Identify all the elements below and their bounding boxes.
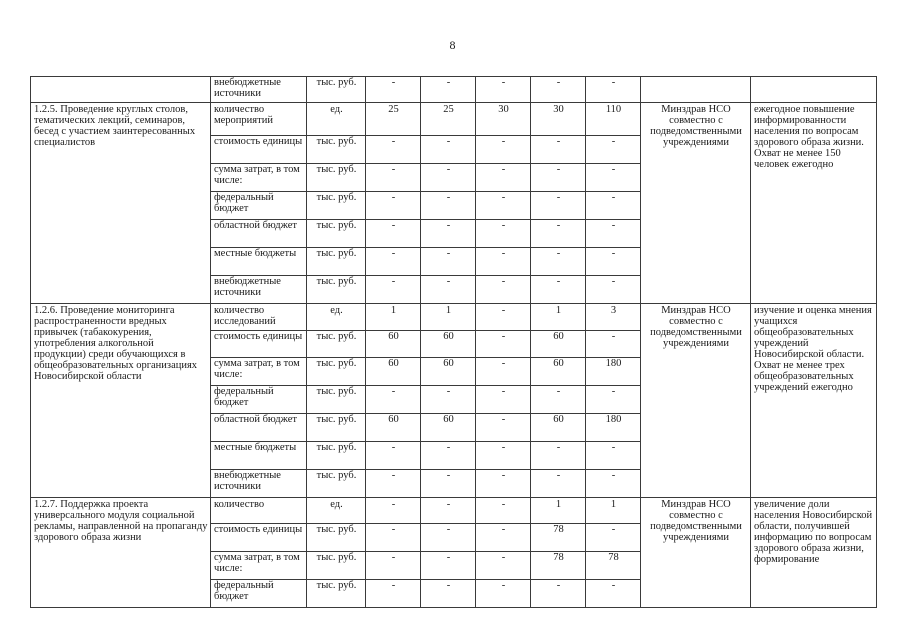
unit-cell: тыс. руб.: [307, 136, 366, 164]
value-cell: -: [421, 220, 476, 248]
indicator-cell: количество: [211, 498, 307, 524]
value-cell: -: [366, 276, 421, 304]
unit-cell: ед.: [307, 304, 366, 331]
value-cell: -: [531, 386, 586, 414]
page-number: 8: [449, 38, 456, 52]
value-cell: -: [421, 192, 476, 220]
value-cell: -: [421, 470, 476, 498]
value-cell: -: [586, 77, 641, 103]
value-cell: -: [366, 220, 421, 248]
result-cell: увеличение доли населения Новосибирской области, получившей информацию по вопросам здорового образа жизни, формирование: [751, 498, 877, 608]
value-cell: 78: [586, 552, 641, 580]
indicator-cell: федеральный бюджет: [211, 386, 307, 414]
value-cell: -: [476, 331, 531, 358]
indicator-cell: сумма затрат, в том числе:: [211, 552, 307, 580]
value-cell: -: [476, 136, 531, 164]
table-row: [31, 77, 877, 103]
value-cell: 1: [531, 304, 586, 331]
value-cell: -: [366, 552, 421, 580]
value-cell: 25: [366, 103, 421, 136]
value-cell: -: [421, 136, 476, 164]
value-cell: -: [586, 136, 641, 164]
activity-cell: 1.2.6. Проведение мониторинга распространенности вредных привычек (табакокурения, употребления алкогольной продукции) среди обучающихся в общеобразовательных организациях Новосибирской области: [31, 304, 211, 498]
indicator-cell: стоимость единицы: [211, 331, 307, 358]
responsible-cell: [641, 77, 751, 103]
value-cell: -: [531, 77, 586, 103]
value-cell: -: [476, 498, 531, 524]
value-cell: 60: [366, 358, 421, 386]
indicator-cell: количество мероприятий: [211, 103, 307, 136]
value-cell: -: [476, 358, 531, 386]
value-cell: -: [586, 470, 641, 498]
value-cell: -: [476, 470, 531, 498]
value-cell: -: [586, 524, 641, 552]
indicator-cell: сумма затрат, в том числе:: [211, 358, 307, 386]
value-cell: -: [421, 164, 476, 192]
value-cell: 60: [366, 414, 421, 442]
unit-cell: тыс. руб.: [307, 77, 366, 103]
value-cell: -: [476, 77, 531, 103]
value-cell: -: [421, 77, 476, 103]
value-cell: -: [366, 524, 421, 552]
value-cell: -: [586, 331, 641, 358]
value-cell: 3: [586, 304, 641, 331]
table-row: [31, 498, 877, 524]
value-cell: -: [421, 386, 476, 414]
result-cell: ежегодное повышение информированности населения по вопросам здорового образа жизни. Охват не менее 150 человек ежегодно: [751, 103, 877, 304]
value-cell: 30: [476, 103, 531, 136]
value-cell: -: [421, 442, 476, 470]
value-cell: -: [476, 442, 531, 470]
unit-cell: ед.: [307, 498, 366, 524]
activity-cell: 1.2.5. Проведение круглых столов, тематических лекций, семинаров, бесед с участием заинтересованных специалистов: [31, 103, 211, 304]
unit-cell: тыс. руб.: [307, 552, 366, 580]
indicator-cell: областной бюджет: [211, 220, 307, 248]
value-cell: -: [531, 164, 586, 192]
unit-cell: тыс. руб.: [307, 414, 366, 442]
indicator-cell: внебюджетные источники: [211, 470, 307, 498]
value-cell: -: [366, 77, 421, 103]
value-cell: 60: [531, 331, 586, 358]
activity-cell: [31, 77, 211, 103]
value-cell: -: [531, 192, 586, 220]
indicator-cell: областной бюджет: [211, 414, 307, 442]
value-cell: -: [366, 136, 421, 164]
unit-cell: тыс. руб.: [307, 192, 366, 220]
unit-cell: тыс. руб.: [307, 358, 366, 386]
value-cell: -: [366, 580, 421, 608]
value-cell: -: [366, 386, 421, 414]
unit-cell: тыс. руб.: [307, 331, 366, 358]
value-cell: 110: [586, 103, 641, 136]
value-cell: -: [586, 164, 641, 192]
responsible-cell: Минздрав НСО совместно с подведомственными учреждениями: [641, 103, 751, 304]
value-cell: -: [476, 164, 531, 192]
responsible-cell: Минздрав НСО совместно с подведомственными учреждениями: [641, 304, 751, 498]
value-cell: 78: [531, 552, 586, 580]
value-cell: -: [366, 192, 421, 220]
value-cell: 1: [366, 304, 421, 331]
value-cell: 1: [421, 304, 476, 331]
value-cell: -: [421, 524, 476, 552]
value-cell: 180: [586, 358, 641, 386]
unit-cell: тыс. руб.: [307, 220, 366, 248]
value-cell: -: [366, 470, 421, 498]
value-cell: -: [476, 552, 531, 580]
value-cell: 60: [531, 414, 586, 442]
value-cell: -: [476, 304, 531, 331]
value-cell: -: [366, 498, 421, 524]
value-cell: 78: [531, 524, 586, 552]
value-cell: 1: [586, 498, 641, 524]
result-cell: изучение и оценка мнения учащихся общеобразовательных учреждений Новосибирской области. Охват не менее трех общеобразовательных учреждений ежегодно: [751, 304, 877, 498]
value-cell: -: [366, 164, 421, 192]
value-cell: -: [476, 524, 531, 552]
value-cell: 60: [421, 358, 476, 386]
value-cell: -: [421, 552, 476, 580]
value-cell: -: [586, 580, 641, 608]
unit-cell: тыс. руб.: [307, 470, 366, 498]
indicator-cell: местные бюджеты: [211, 442, 307, 470]
value-cell: -: [476, 386, 531, 414]
value-cell: -: [421, 580, 476, 608]
indicator-cell: стоимость единицы: [211, 524, 307, 552]
indicator-cell: стоимость единицы: [211, 136, 307, 164]
activity-cell: 1.2.7. Поддержка проекта универсального модуля социальной рекламы, направленной на пропаганду здорового образа жизни: [31, 498, 211, 608]
value-cell: -: [531, 276, 586, 304]
unit-cell: тыс. руб.: [307, 386, 366, 414]
value-cell: -: [476, 276, 531, 304]
value-cell: -: [586, 386, 641, 414]
table-row: [31, 103, 877, 136]
value-cell: 60: [531, 358, 586, 386]
value-cell: -: [366, 248, 421, 276]
value-cell: -: [366, 442, 421, 470]
value-cell: -: [421, 248, 476, 276]
value-cell: 60: [421, 331, 476, 358]
program-activities-table: [30, 76, 877, 608]
value-cell: -: [586, 276, 641, 304]
value-cell: 60: [366, 331, 421, 358]
indicator-cell: количество исследований: [211, 304, 307, 331]
value-cell: -: [586, 192, 641, 220]
indicator-cell: федеральный бюджет: [211, 580, 307, 608]
indicator-cell: сумма затрат, в том числе:: [211, 164, 307, 192]
value-cell: 30: [531, 103, 586, 136]
value-cell: 25: [421, 103, 476, 136]
value-cell: -: [531, 580, 586, 608]
unit-cell: тыс. руб.: [307, 580, 366, 608]
value-cell: -: [586, 220, 641, 248]
value-cell: 180: [586, 414, 641, 442]
value-cell: -: [476, 580, 531, 608]
value-cell: -: [421, 498, 476, 524]
value-cell: -: [476, 220, 531, 248]
unit-cell: ед.: [307, 103, 366, 136]
value-cell: -: [531, 470, 586, 498]
unit-cell: тыс. руб.: [307, 524, 366, 552]
value-cell: -: [586, 442, 641, 470]
unit-cell: тыс. руб.: [307, 276, 366, 304]
unit-cell: тыс. руб.: [307, 164, 366, 192]
value-cell: -: [476, 248, 531, 276]
indicator-cell: внебюджетные источники: [211, 77, 307, 103]
indicator-cell: внебюджетные источники: [211, 276, 307, 304]
value-cell: 60: [421, 414, 476, 442]
indicator-cell: местные бюджеты: [211, 248, 307, 276]
value-cell: -: [531, 136, 586, 164]
result-cell: [751, 77, 877, 103]
value-cell: -: [421, 276, 476, 304]
responsible-cell: Минздрав НСО совместно с подведомственными учреждениями: [641, 498, 751, 608]
value-cell: -: [531, 220, 586, 248]
value-cell: -: [531, 442, 586, 470]
value-cell: -: [586, 248, 641, 276]
value-cell: -: [476, 192, 531, 220]
table-row: [31, 304, 877, 331]
value-cell: -: [476, 414, 531, 442]
value-cell: 1: [531, 498, 586, 524]
indicator-cell: федеральный бюджет: [211, 192, 307, 220]
unit-cell: тыс. руб.: [307, 248, 366, 276]
value-cell: -: [531, 248, 586, 276]
unit-cell: тыс. руб.: [307, 442, 366, 470]
